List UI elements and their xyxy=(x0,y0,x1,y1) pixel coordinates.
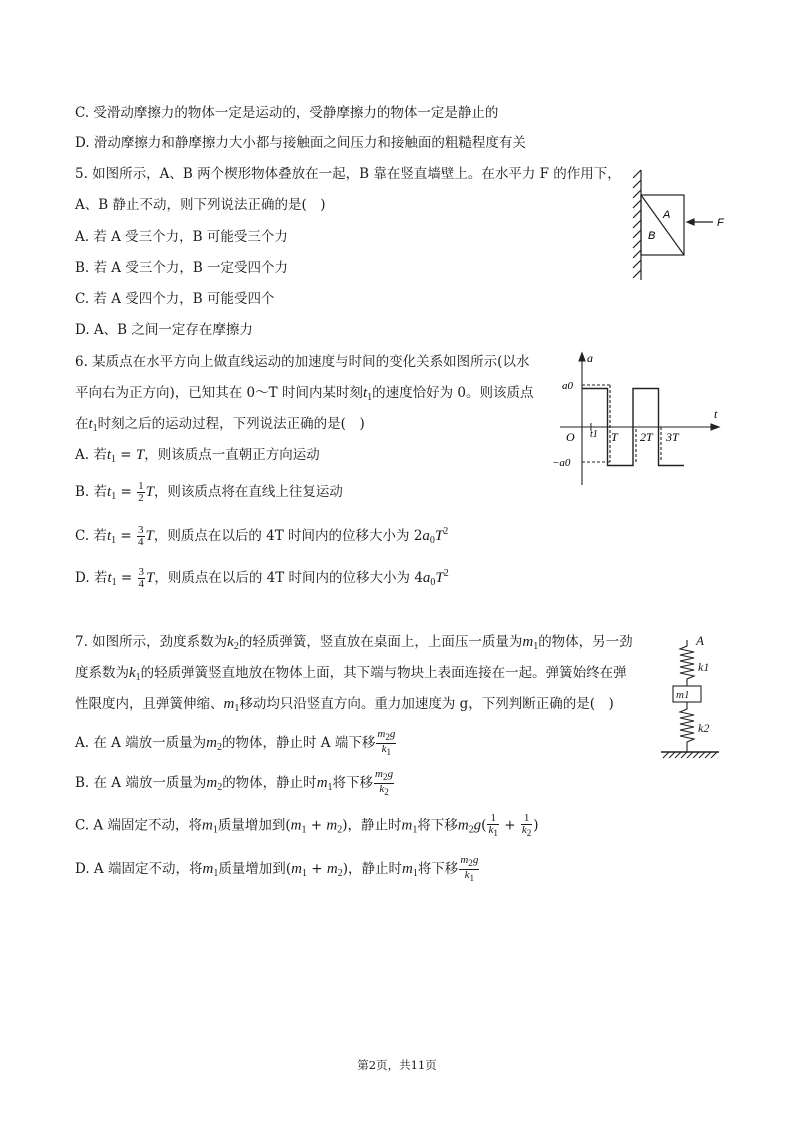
q6-option-c: C. 若$t_1$ = $\frac{3}{4}$ T，则质点在以后的 4T 时间内的位移大小为 $2a_0T^2$ xyxy=(75,524,449,548)
spring-k2 xyxy=(680,702,694,752)
q5-option-c: C. 若 A 受四个力，B 可能受四个 xyxy=(75,291,275,307)
label-k2: k2 xyxy=(698,721,710,735)
tick-a0: a0 xyxy=(562,380,573,392)
spring-k1 xyxy=(680,640,694,686)
q7-option-a: A. 在 A 端放一质量为$m_2$的物体，静止时 A 端下移 $\frac{m_2g}{k_1}$ xyxy=(75,728,396,758)
q4-option-d: D. 滑动摩擦力和静摩擦力大小都与接触面之间压力和接触面的粗糙程度有关 xyxy=(75,135,526,151)
q6-acceleration-chart xyxy=(548,350,728,488)
q5-stem-line1: 5. 如图所示，A、B 两个楔形物体叠放在一起，B 靠在竖直墙壁上。在水平力 F 的作用下， xyxy=(75,166,621,182)
q6-stem-line2: 平向右为正方向)，已知其在 0～T 时间内某时刻$t_1$的速度恰好为 0。则该质点 xyxy=(75,385,534,403)
tick-neg-a0: −a0 xyxy=(552,457,571,469)
q5-stem-line2: A、B 静止不动，则下列说法正确的是( ) xyxy=(75,197,326,213)
q7-option-b: B. 在 A 端放一质量为$m_2$的物体，静止时$m_1$将下移 $\frac{m_2g}{k_2}$ xyxy=(75,768,394,798)
label-k1: k1 xyxy=(698,660,710,674)
q6-stem-line1: 6. 某质点在水平方向上做直线运动的加速度与时间的变化关系如图所示(以水 xyxy=(75,354,530,370)
q7-stem-line3: 性限度内，且弹簧伸缩、$m_1$移动均只沿竖直方向。重力加速度为 g，下列判断正确的是( ) xyxy=(75,696,614,714)
q5-option-a: A. 若 A 受三个力，B 可能受三个力 xyxy=(75,229,288,245)
q7-spring-figure xyxy=(655,630,725,762)
tick-origin: O xyxy=(566,430,575,444)
q5-option-b: B. 若 A 受三个力，B 一定受四个力 xyxy=(75,260,289,276)
tick-T: T xyxy=(611,430,618,444)
label-b: B xyxy=(648,230,656,242)
y-axis-label: a xyxy=(587,351,593,365)
q6-stem-line3: 在$t_1$时刻之后的运动过程，下列说法正确的是( ) xyxy=(75,416,365,434)
label-a: A xyxy=(663,209,671,221)
page-footer: 第2页，共11页 xyxy=(357,1058,437,1072)
q5-wedge-figure xyxy=(625,164,725,284)
q7-option-d: D. A 端固定不动，将$m_1$质量增加到$(m_1 + m_2)$，静止时$m_1$将下移 $\frac{m_2g}{k_1}$ xyxy=(75,854,479,884)
q6-option-a: A. 若$t_1 = T$，则该质点一直朝正方向运动 xyxy=(75,447,320,465)
q7-option-c: C. A 端固定不动，将$m_1$质量增加到$(m_1 + m_2)$，静止时$m_1$将下移$m_2g$( $\frac{1}{k_1}$ + $\frac{1}{k_2}$ ) xyxy=(75,812,539,839)
q6-option-d: D. 若$t_1$ = $\frac{3}{4}$ T，则质点在以后的 4T 时间内的位移大小为 $4a_0T^2$ xyxy=(75,566,449,590)
label-m1: m1 xyxy=(676,689,690,701)
tick-3T: 3T xyxy=(666,430,679,444)
tick-t1: t1 xyxy=(590,429,598,440)
x-axis-label: t xyxy=(714,407,718,421)
tick-2T: 2T xyxy=(640,430,653,444)
q5-option-d: D. A、B 之间一定存在摩擦力 xyxy=(75,322,253,338)
label-f: F xyxy=(717,217,724,229)
q4-option-c: C. 受滑动摩擦力的物体一定是运动的，受静摩擦力的物体一定是静止的 xyxy=(75,105,499,121)
wedge-diagonal xyxy=(641,195,684,255)
label-a-end: A xyxy=(696,633,704,648)
q6-option-b: B. 若$t_1$ = $\frac{1}{2}$ T，则该质点将在直线上往复运动 xyxy=(75,480,343,504)
q7-stem-line1: 7. 如图所示，劲度系数为$k_2$的轻质弹簧，竖直放在桌面上，上面压一质量为$m_1$的物体，另一劲 xyxy=(75,634,633,652)
q7-stem-line2: 度系数为$k_1$的轻质弹簧竖直地放在物体上面，其下端与物块上表面连接在一起。弹簧始终在弹 xyxy=(75,665,627,683)
